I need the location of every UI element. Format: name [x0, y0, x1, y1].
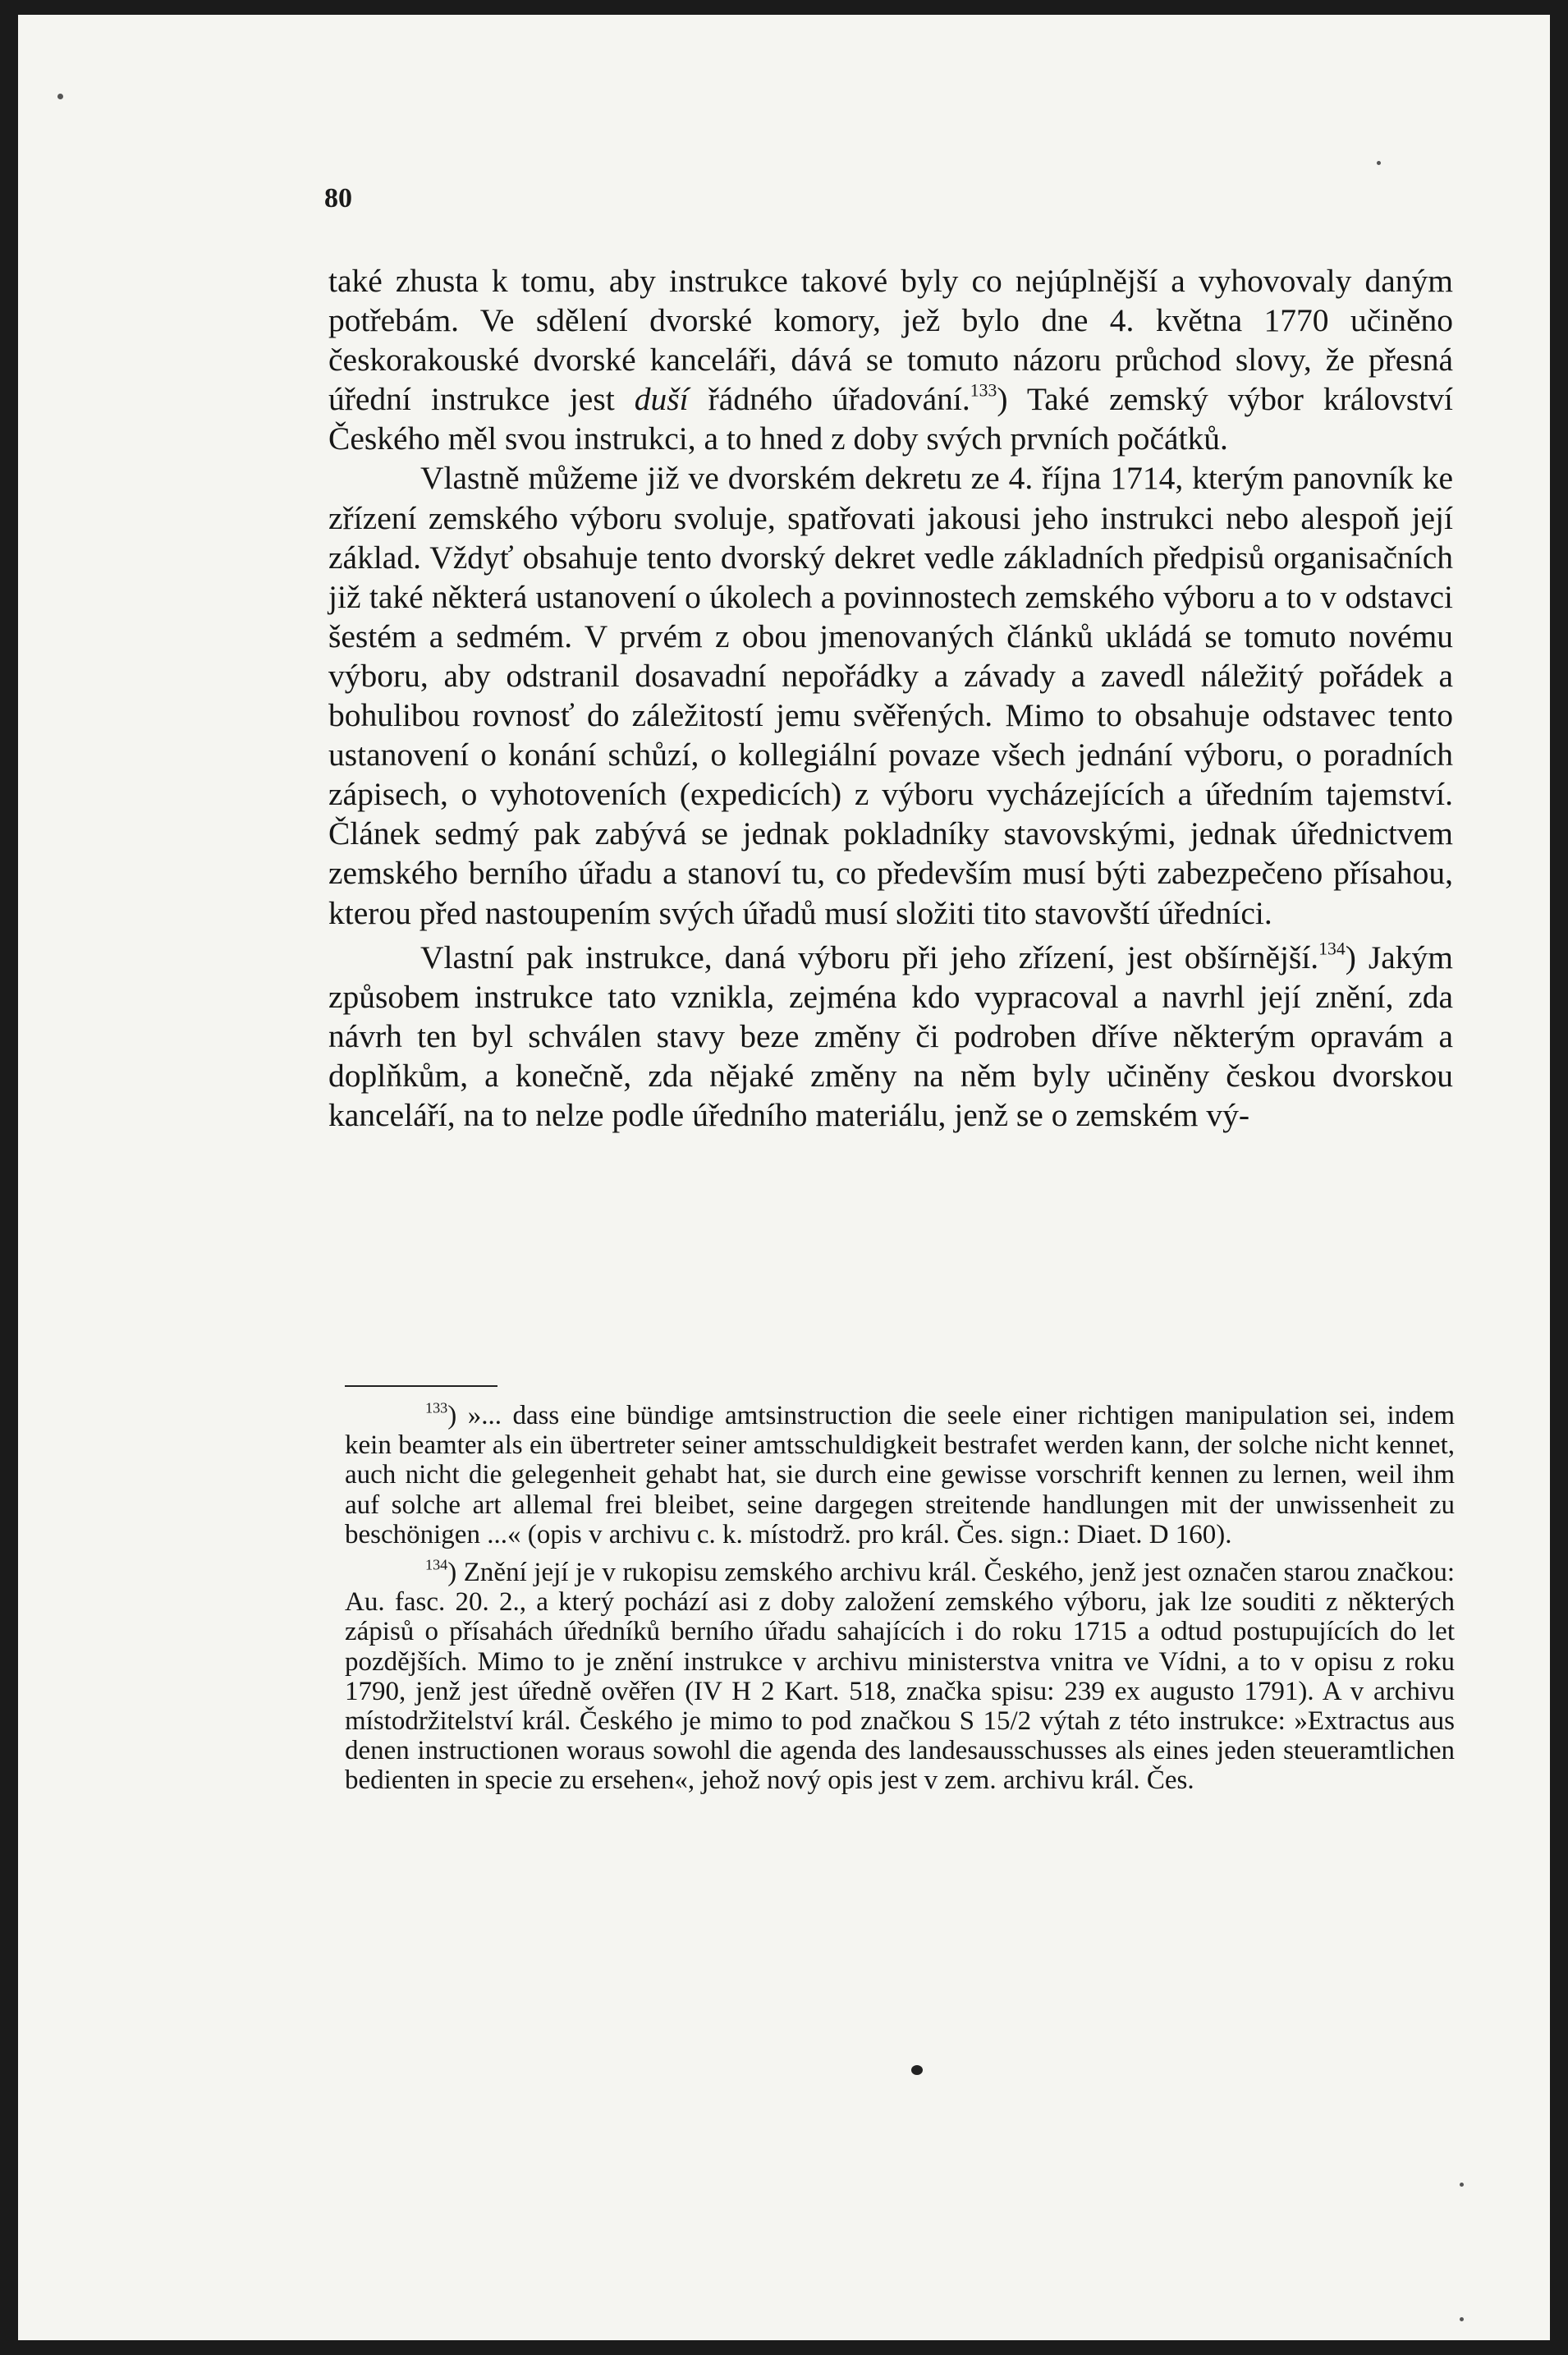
scan-speck	[57, 94, 63, 99]
scan-speck	[911, 2065, 923, 2075]
footnote-marker-134: 134	[425, 1556, 448, 1573]
book-page	[18, 15, 1550, 2340]
paragraph-3: Vlastní pak instrukce, daná výboru při jeho zřízení, jest obšírnější.$^{134}$) Jakým způsobem instrukce tato vznikla, zejména kdo vypracoval a navrhl její znění, zda návrh ten byl schválen stavy beze změny či podroben dříve některým opravám a doplňkům, a konečně, zda nějaké změny na něm byly učiněny českou dvorskou kanceláří, na to nelze podle úředního materiálu, jenž se o zemském vý-	[328, 939, 1453, 1133]
scan-speck	[1377, 161, 1381, 165]
footnote-134: $^{134}$) Znění její je v rukopisu zemského archivu král. Českého, jenž jest označen starou značkou: Au. fasc. 20. 2., a který pochází asi z doby založení zemského výboru, jak lze souditi z některých zápisů o přísahách úředníků berního úřadu sahajících i do roku 1715 a odtud postupujících do let pozdějších. Mimo to je znění instrukce v archivu ministerstva vnitra ve Vídni, a to v opisu z roku 1790, jenž jest úředně ověřen (IV H 2 Kart. 518, značka spisu: 239 ex augusto 1791). A v archivu místodržitelství král. Českého je mimo to pod značkou S 15/2 výtah z této instrukce: »Extractus aus denen instructionen woraus sowohl die agenda des landesausschusses als eines jeden steueramtlichen bedienten in specie zu ersehen«, jehož nový opis jest v zem. archivu král. Čes.	[345, 1556, 1455, 1796]
footnote-133: $^{133}$) »... dass eine bündige amtsinstruction die seele einer richtigen manipulation sei, indem kein beamter als ein übertreter seiner amtsschuldigkeit bestrafet werden kann, der solche nicht kennet, auch nicht die gelegenheit gehabt hat, sie durch eine gewisse vorschrift kennen zu lernen, weil ihm auf solche art allemal frei bleibet, seine dargegen streitende handlungen mit der unwissenheit zu beschönigen ...« (opis v archivu c. k. místodrž. pro král. Čes. sign.: Diaet. D 160).	[345, 1399, 1455, 1549]
footnote-marker-133: 133	[425, 1399, 448, 1416]
footnotes	[345, 1401, 1455, 1796]
footnote-ref-134[interactable]: 134	[1318, 939, 1346, 959]
page-number: 80	[324, 183, 352, 213]
paragraph-1: také zhusta k tomu, aby instrukce takové byly co nejúplnější a vyhovovaly daným potřebám. Ve sdělení dvorské komory, jež bylo dne 4. května 1770 učiněno českorakouské dvorské kanceláři, dává se tomuto názoru průchod slovy, že přesná úřední instrukce jest duší řádného úřadování.$^{133}$) Také zemský výbor království Českého měl svou instrukci, a to hned z doby svých prvních počátků.	[328, 263, 1453, 457]
paragraph-2: Vlastně můžeme již ve dvorském dekretu ze 4. října 1714, kterým panovník ke zřízení zemského výboru svoluje, spatřovati jakousi jeho instrukci nebo alespoň její základ. Vždyť obsahuje tento dvorský dekret vedle základních předpisů organisačních již také některá ustanovení o úkolech a povinnostech zemského výboru a to v odstavci šestém a sedmém. V prvém z obou jmenovaných článků ukládá se tomuto novému výboru, aby odstranil dosavadní nepořádky a závady a zavedl náležitý pořádek a bohulibou rovnosť do záležitostí jemu svěřených. Mimo to obsahuje odstavec tento ustanovení o konání schůzí, o kollegiální povaze všech jednání výboru, o poradních zápisech, o vyhotoveních (expedicích) z výboru vycházejících a úředním tajemství. Článek sedmý pak zabývá se jednak pokladníky stavovskými, jednak úřednictvem zemského berního úřadu a stanoví tu, co především musí býti zabezpečeno přísahou, kterou před nastoupením svých úřadů musí složiti tito stavovští úředníci.	[328, 460, 1453, 931]
emphasis-text: duší	[634, 381, 689, 418]
footnote-ref-133[interactable]: 133	[970, 381, 997, 401]
main-text	[328, 261, 1453, 1135]
footnote-divider	[345, 1385, 497, 1387]
scan-speck	[1460, 2317, 1464, 2321]
scan-speck	[1460, 2183, 1464, 2187]
